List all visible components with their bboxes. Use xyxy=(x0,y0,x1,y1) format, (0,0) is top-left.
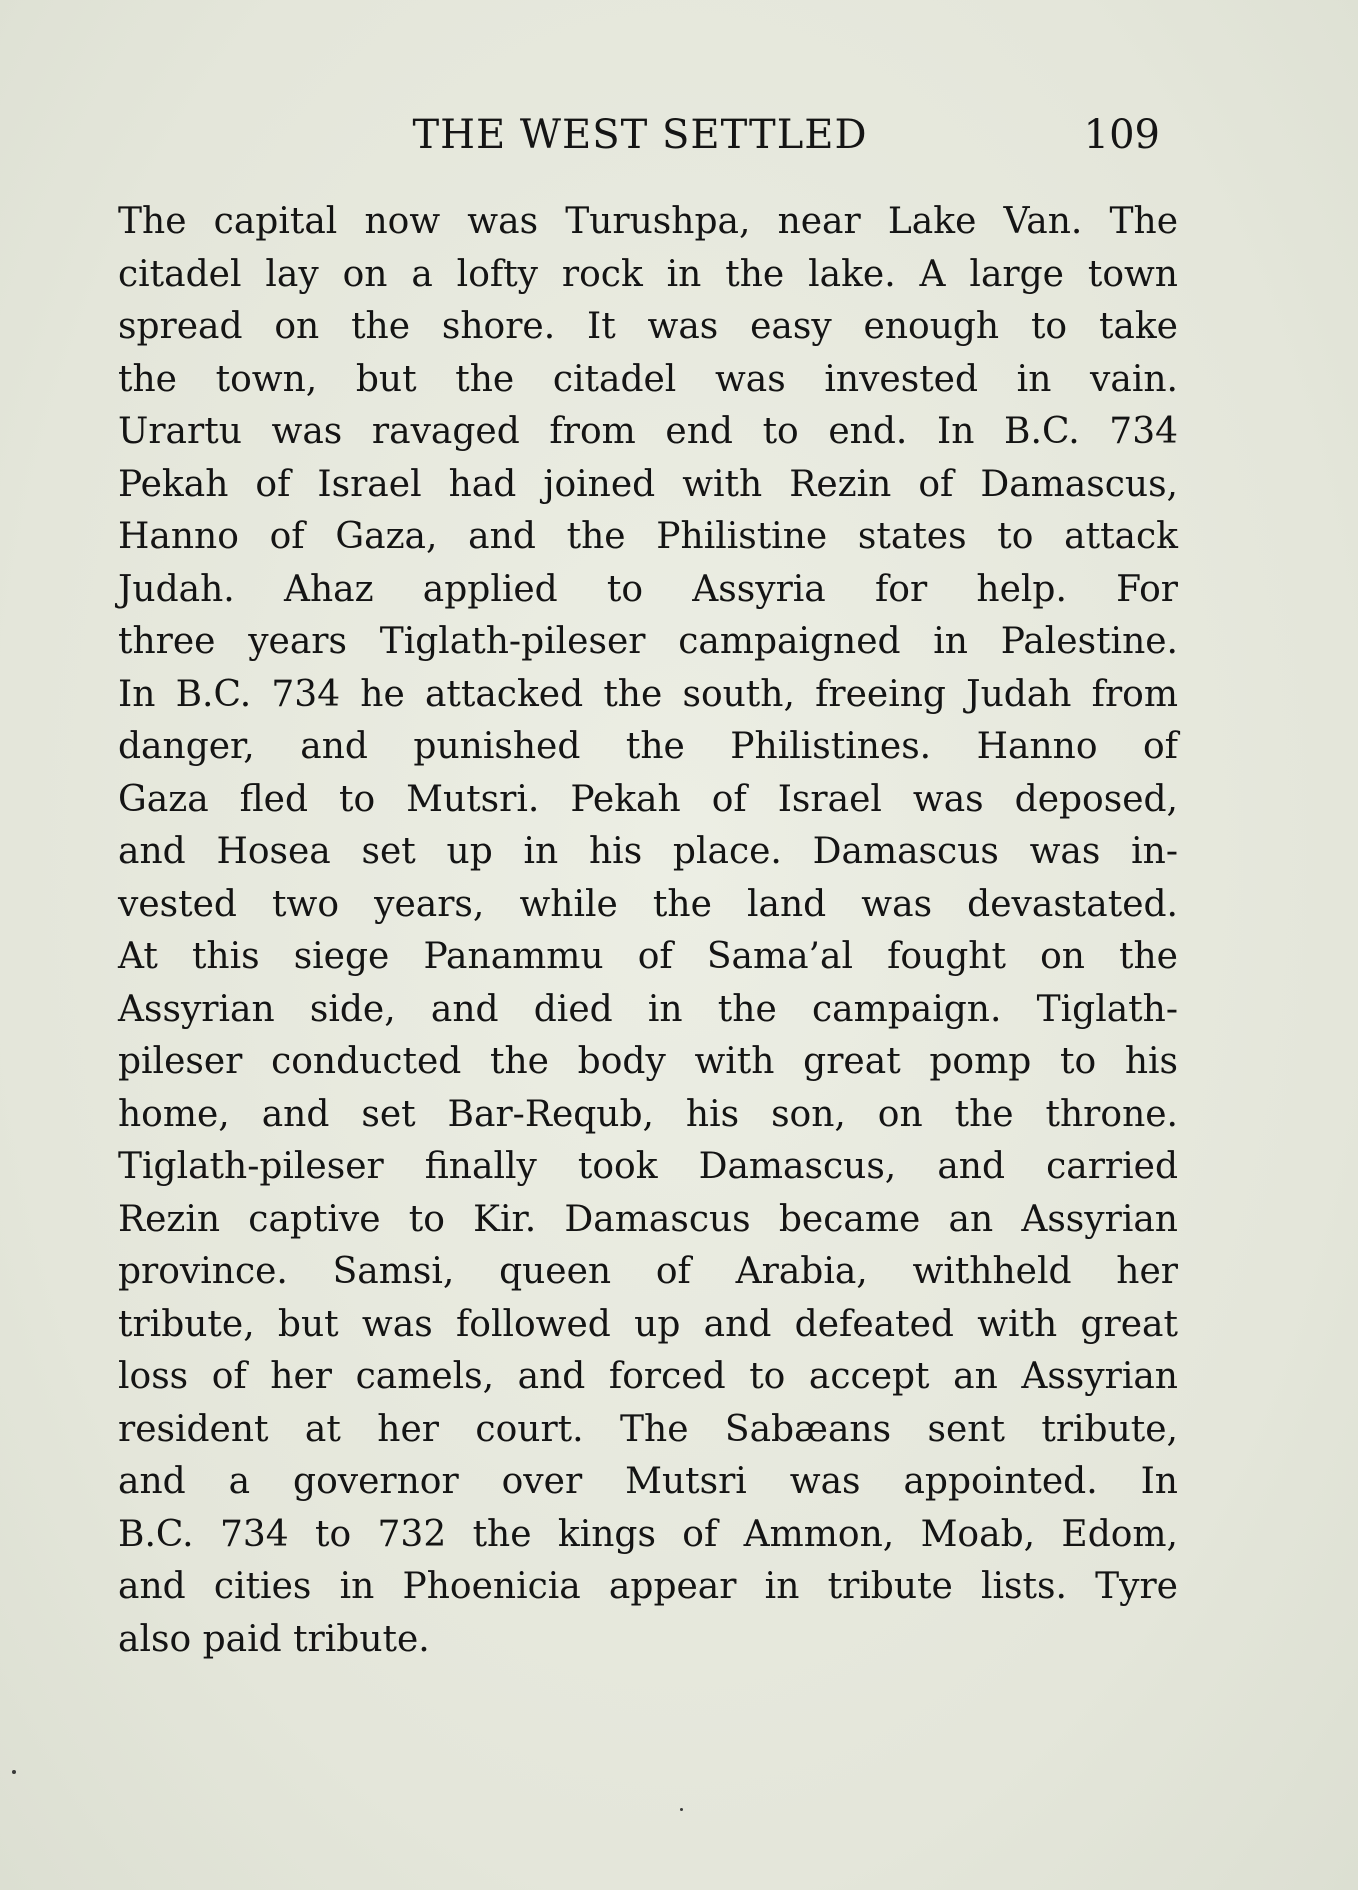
text-line: Judah. Ahaz applied to Assyria for help. For xyxy=(118,568,1178,610)
text-line: Tiglath-pileser finally took Damascus, and carried xyxy=(118,1146,1178,1187)
text-line: spread on the shore. It was easy enough to take xyxy=(118,306,1178,347)
text-line: Hanno of Gaza, and the Philistine states to attack xyxy=(118,516,1178,557)
text-line: and a governor over Mutsri was appointed. In xyxy=(118,1461,1178,1502)
text-line: danger, and punished the Philistines. Hanno of xyxy=(118,726,1178,767)
body-text xyxy=(118,196,1178,1666)
text-line: In B.C. 734 he attacked the south, freeing Judah from xyxy=(118,673,1178,715)
text-line: At this siege Panammu of Sama’al fought on the xyxy=(118,936,1178,977)
running-head xyxy=(120,112,1160,172)
text-line: The capital now was Turushpa, near Lake Van. The xyxy=(118,201,1178,242)
text-line: citadel lay on a lofty rock in the lake. A large town xyxy=(118,253,1178,295)
text-line: and cities in Phoenicia appear in tribute lists. Tyre xyxy=(118,1566,1178,1607)
paper-speck xyxy=(680,1808,683,1811)
text-line: Pekah of Israel had joined with Rezin of Damascus, xyxy=(118,463,1178,505)
text-line: pileser conducted the body with great pomp to his xyxy=(118,1041,1178,1082)
text-line: resident at her court. The Sabæans sent tribute, xyxy=(118,1408,1178,1450)
text-line: Gaza fled to Mutsri. Pekah of Israel was deposed, xyxy=(118,778,1178,820)
text-line: Rezin captive to Kir. Damascus became an Assyrian xyxy=(118,1198,1178,1240)
page-number: 109 xyxy=(1083,112,1160,158)
text-line: B.C. 734 to 732 the kings of Ammon, Moab, Edom, xyxy=(118,1513,1178,1555)
text-line: the town, but the citadel was invested in vain. xyxy=(118,358,1178,400)
text-line: province. Samsi, queen of Arabia, withheld her xyxy=(118,1251,1178,1292)
text-line-last: also paid tribute. xyxy=(118,1618,430,1660)
text-line: and Hosea set up in his place. Damascus was in- xyxy=(118,831,1178,872)
running-head-title: THE WEST SETTLED xyxy=(412,112,868,158)
text-line: Urartu was ravaged from end to end. In B.C. 734 xyxy=(118,411,1178,452)
text-line: home, and set Bar-Requb, his son, on the throne. xyxy=(118,1093,1178,1135)
text-line: three years Tiglath-pileser campaigned in Palestine. xyxy=(118,621,1178,662)
paper-speck xyxy=(12,1770,16,1774)
text-line: tribute, but was followed up and defeated with great xyxy=(118,1303,1178,1345)
text-line: vested two years, while the land was devastated. xyxy=(118,883,1178,925)
text-line: Assyrian side, and died in the campaign. Tiglath- xyxy=(118,988,1178,1030)
text-line: loss of her camels, and forced to accept an Assyrian xyxy=(118,1356,1178,1397)
